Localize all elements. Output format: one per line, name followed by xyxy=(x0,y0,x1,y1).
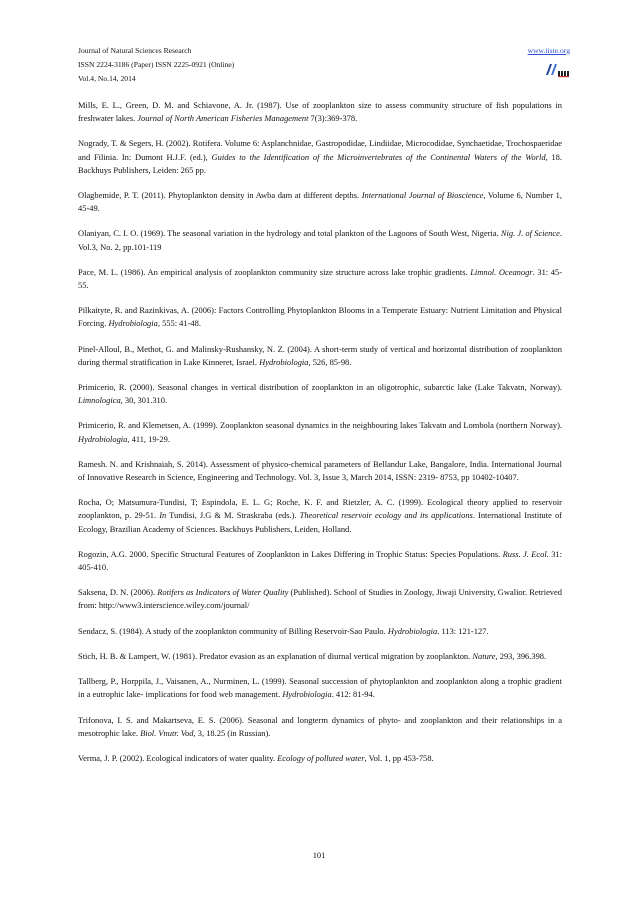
reference-entry xyxy=(78,586,562,612)
reference-text: Saksena, D. N. (2006). xyxy=(78,587,158,598)
reference-entry xyxy=(78,625,562,638)
journal-name: Journal of Natural Sciences Research xyxy=(78,46,192,55)
reference-text: , 411, 19-29. xyxy=(127,433,170,444)
reference-entry xyxy=(78,419,562,445)
reference-italic-text: Nature xyxy=(472,650,496,661)
reference-text: Olaniyan, C. I. O. (1969). The seasonal variation in the hydrology and total plankton of the Lagoons of South West, Nigeria. xyxy=(78,228,501,239)
reference-text: Rocha, O; Matsumura-Tundisi, T; Espindola, E. L. G; Roche, K. F. and Rietzler, A. C. (1999). Ecological theory applied to reservoir zooplankton, p. 29-51. xyxy=(78,497,562,521)
iiste-logo-icon xyxy=(544,62,570,78)
reference-entry xyxy=(78,675,562,701)
reference-italic-text: In xyxy=(159,510,167,521)
reference-text: Pace, M. L. (1986). An empirical analysis of zooplankton community size structure across lake trophic gradients. xyxy=(78,266,471,277)
reference-entry xyxy=(78,227,562,253)
reference-entry xyxy=(78,714,562,740)
reference-text: (Published). School of Studies in Zoology, Jiwaji University, Gwalior. Retrieved from: http://www3.interscience.wiley.com/journal/ xyxy=(78,587,562,611)
reference-text: Nogrady, T. & Segers, H. (2002). Rotifera. Volume 6: Asplanchnidae, Gastropodidae, Lindiidae, Microcodidae, Synchaetidae, Trochospaeridae and Filinia. In: Dumont H.J.F. (ed.), xyxy=(78,138,562,162)
reference-text: , 293, 396.398. xyxy=(495,650,547,661)
reference-italic-text: Hydrobiologia xyxy=(259,356,309,367)
reference-text: Trifonova, I. S. and Makartseva, E. S. (2006). Seasonal and longterm dynamics of phyto- and zooplankton and their relationships in a mesotrophic lake. xyxy=(78,714,562,738)
reference-text: Primicerio, R. and Klemetsen, A. (1999). Zooplankton seasonal dynamics in the neighbouring lakes Takvatn and Lombola (northern Norway). xyxy=(78,420,562,431)
reference-text: Stich, H. B. & Lampert, W. (1981). Predator evasion as an explanation of diurnal vertical migration by zooplankton. xyxy=(78,650,473,661)
reference-italic-text: Nig. J. of Science xyxy=(500,228,560,239)
reference-entry xyxy=(78,99,562,125)
reference-entry xyxy=(78,752,562,765)
reference-text: 31: 405-410. xyxy=(78,548,562,573)
volume-line: Vol.4, No.14, 2014 xyxy=(78,74,136,83)
reference-entry xyxy=(78,266,562,292)
reference-text: Sendacz, S. (1984). A study of the zooplankton community of Billing Reservoir-Sao Paulo. xyxy=(78,625,388,636)
reference-list xyxy=(78,99,562,777)
page-header xyxy=(78,44,570,86)
reference-text: . 412: 81-94. xyxy=(331,689,375,700)
reference-italic-text: Hydrobiologia xyxy=(282,689,332,700)
reference-text: Primicerio, R. (2000). Seasonal changes in vertical distribution of zooplankton in an oligotrophic, subarctic lake (Lake Takvatn, Norway). xyxy=(78,382,562,393)
reference-text: Verma, J. P. (2002). Ecological indicators of water quality. xyxy=(78,752,278,763)
issn-line: ISSN 2224-3186 (Paper) ISSN 2225-0921 (Online) xyxy=(78,60,235,69)
reference-text: Mills, E. L., Green, D. M. and Schiavone, A. Jr. (1987). Use of zooplankton size to assess community structure of fish populations in freshwater lakes. xyxy=(78,100,562,124)
reference-text: . 31: 45-55. xyxy=(78,266,563,291)
reference-italic-text: Guides to the Identification of the Microinvertebrates of the Continental Waters of the World xyxy=(211,151,546,162)
reference-text: Pilkaityte, R. and Razinkivas, A. (2006): Factors Controlling Phytoplankton Blooms in a Temperate Estuary: Nutrient Limitation and Physical Forcing. xyxy=(78,305,562,329)
reference-text: , 30, 301.310. xyxy=(120,395,168,406)
reference-entry xyxy=(78,548,562,574)
reference-text: Pinel-Alloul, B., Methot, G. and Malinsky-Rushansky, N. Z. (2004). A short-term study of vertical and horizontal distribution of zooplankton during thermal stratification in Lake Kinneret, Israel. xyxy=(78,343,562,367)
reference-italic-text: Hydrobiologia xyxy=(387,625,438,636)
reference-text: Ramesh. N. and Krishnaiah, S. 2014). Assessment of physico-chemical parameters of Bellandur Lake, Bangalore, India. International Journal of Innovative Research in Science, Engineering and Technology. Vol. 3, Issue 3, March 2014, ISSN: 2319- 8753, pp 10402-10407. xyxy=(78,458,562,483)
reference-text: Rogozin, A.G. 2000. Specific Structural Features of Zooplankton in Lakes Differing in Trophic Status: Species Populations. xyxy=(78,548,503,559)
reference-text: Tundisi, J.G & M. Straskraba (eds.). xyxy=(166,510,300,521)
reference-text: , Vol. 1, pp 453-758. xyxy=(364,752,434,763)
reference-text: , Volume 6, Number 1, 45-49. xyxy=(78,190,563,214)
reference-entry xyxy=(78,304,562,330)
reference-text: 7(3):369-378. xyxy=(308,113,358,124)
reference-entry xyxy=(78,496,562,536)
reference-italic-text: Journal of North American Fisheries Management xyxy=(137,113,309,124)
reference-italic-text: Russ. J. Ecol. xyxy=(502,548,549,559)
reference-entry xyxy=(78,189,562,215)
reference-text: . International Institute of Ecology, Brazilian Academy of Sciences. Backhuys Publishers, Leiden, Holland. xyxy=(78,510,562,534)
reference-italic-text: Theoretical reservoir ecology and its applications xyxy=(299,510,473,521)
reference-text: . Vol.3, No. 2, pp.101-119 xyxy=(78,228,562,252)
reference-italic-text: Hydrobiologia xyxy=(78,433,128,444)
reference-italic-text: Biol. Vnutr. Vod xyxy=(140,727,194,738)
reference-text: , 18. Backhuys Publishers, Leiden: 265 pp. xyxy=(78,151,562,175)
reference-italic-text: Limnol. Oceanogr xyxy=(470,266,533,277)
journal-url-link[interactable]: www.iiste.org xyxy=(527,46,570,55)
reference-italic-text: Hydrobiologia xyxy=(108,318,158,329)
reference-entry xyxy=(78,137,562,177)
reference-entry xyxy=(78,650,562,663)
reference-entry xyxy=(78,458,562,484)
reference-text: Tallberg, P., Horppila, J., Vaisanen, A., Nurminen, L. (1999). Seasonal succession of phytoplankton and zooplankton along a trophic gradient in a eutrophic lake- implications for food web management. xyxy=(78,676,562,700)
reference-entry xyxy=(78,381,562,407)
reference-text: , 3, 18.25 (in Russian). xyxy=(193,727,271,738)
page-number: 101 xyxy=(312,851,326,860)
reference-text: Olagbemide, P. T. (2011). Phytoplankton density in Awba dam at different depths. xyxy=(78,190,362,201)
reference-italic-text: Limnologica xyxy=(78,395,121,406)
reference-italic-text: International Journal of Bioscience xyxy=(361,190,484,201)
reference-text: , 526, 85-98. xyxy=(308,356,352,367)
reference-entry xyxy=(78,343,562,369)
reference-italic-text: Rotifers as Indicators of Water Quality xyxy=(157,587,289,598)
reference-italic-text: Ecology of polluted water xyxy=(277,752,365,763)
reference-text: . 113: 121-127. xyxy=(437,625,489,636)
reference-text: , 555: 41-48. xyxy=(157,318,201,329)
